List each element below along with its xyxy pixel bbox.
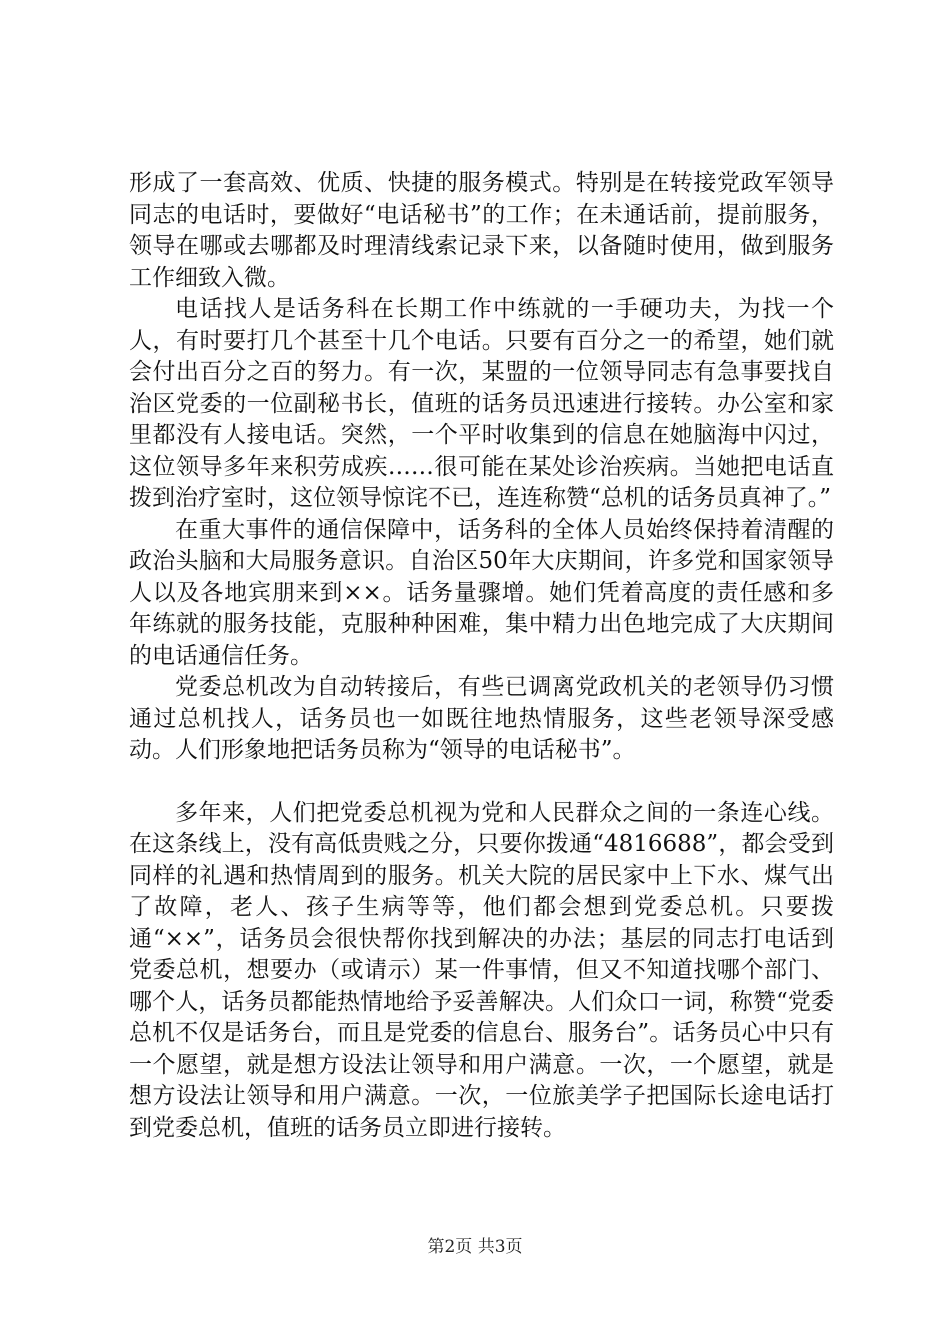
paragraph: 在重大事件的通信保障中，话务科的全体人员始终保持着清醒的政治头脑和大局服务意识。自治区50年大庆期间，许多党和国家领导人以及各地宾朋来到××。话务量骤增。她们凭着高度的责任感和多年练就的服务技能，克服种种困难，集中精力出色地完成了大庆期间的电话通信任务。 <box>129 516 834 669</box>
page-footer: 第2页 共3页 <box>427 1237 523 1257</box>
document-body <box>129 168 834 1144</box>
paragraph: 党委总机改为自动转接后，有些已调离党政机关的老领导仍习惯通过总机找人，话务员也一如既往地热情服务，这些老领导深受感动。人们形象地把话务员称为“领导的电话秘书”。 <box>129 674 834 763</box>
paragraph-gap <box>129 767 834 798</box>
paragraph: 电话找人是话务科在长期工作中练就的一手硬功夫，为找一个人，有时要打几个甚至十几个电话。只要有百分之一的希望，她们就会付出百分之百的努力。有一次，某盟的一位领导同志有急事要找自治区党委的一位副秘书长，值班的话务员迅速进行接转。办公室和家里都没有人接电话。突然，一个平时收集到的信息在她脑海中闪过，这位领导多年来积劳成疾……很可能在某处诊治疾病。当她把电话直拨到治疗室时，这位领导惊诧不已，连连称赞“总机的话务员真神了。” <box>129 296 834 511</box>
paragraph: 形成了一套高效、优质、快捷的服务模式。特别是在转接党政军领导同志的电话时，要做好“电话秘书”的工作；在未通话前，提前服务，领导在哪或去哪都及时理清线索记录下来，以备随时使用，做到服务工作细致入微。 <box>129 170 834 291</box>
paragraph: 多年来，人们把党委总机视为党和人民群众之间的一条连心线。在这条线上，没有高低贵贱之分，只要你拨通“4816688”，都会受到同样的礼遇和热情周到的服务。机关大院的居民家中上下水、煤气出了故障，老人、孩子生病等等，他们都会想到党委总机。只要拨通“××”，话务员会很快帮你找到解决的办法；基层的同志打电话到党委总机，想要办（或请示）某一件事情，但又不知道找哪个部门、哪个人，话务员都能热情地给予妥善解决。人们众口一词，称赞“党委总机不仅是话务台，而且是党委的信息台、服务台”。话务员心中只有一个愿望，就是想方设法让领导和用户满意。一次，一个愿望，就是想方设法让领导和用户满意。一次，一位旅美学子把国际长途电话打到党委总机，值班的话务员立即进行接转。 <box>129 799 834 1141</box>
